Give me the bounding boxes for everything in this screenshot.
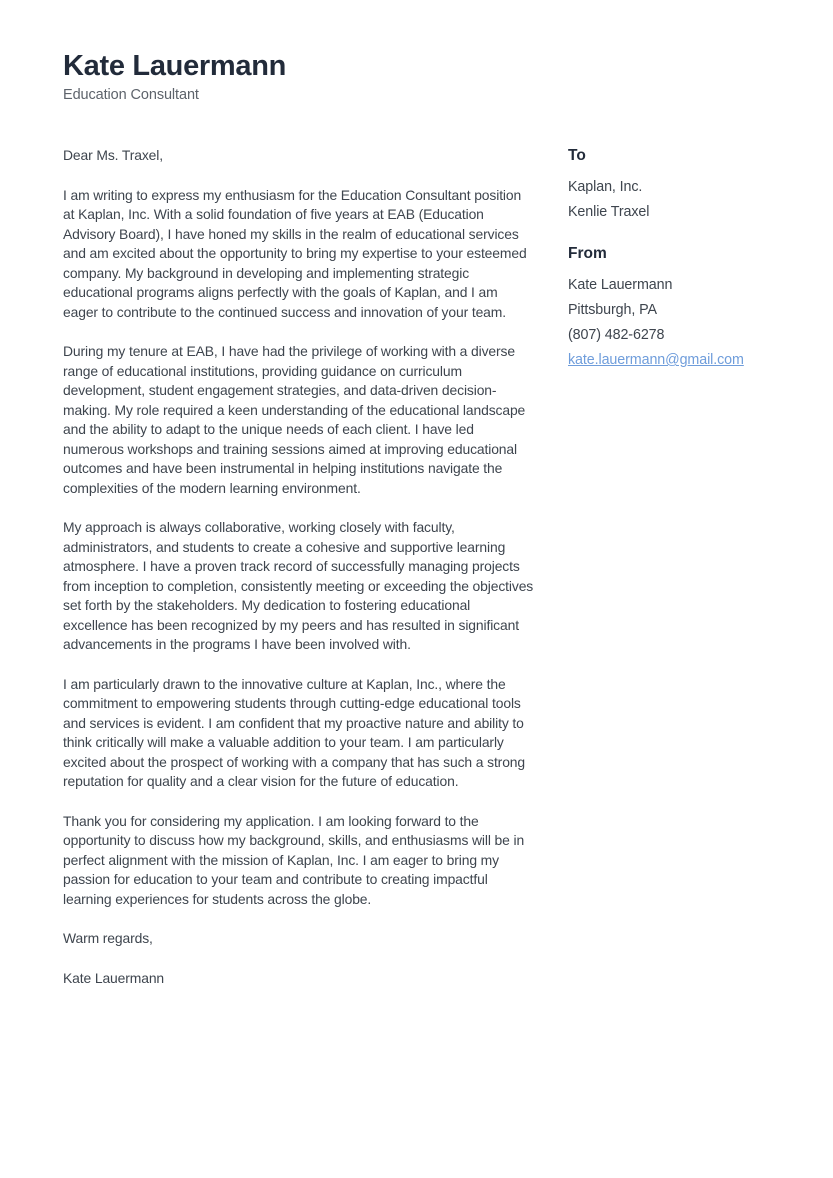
to-label: To [568, 147, 586, 164]
contact-sidebar [568, 146, 790, 373]
letter-paragraph: During my tenure at EAB, I have had the privilege of working with a diverse range of educational institutions, providing guidance on curriculum development, student engagement strategies, and data-driven decision-making. My role required a keen understanding of the educational landscape and the ability to adapt to the unique needs of each client. I have led numerous workshops and training sessions aimed at improving educational outcomes and have been instrumental in helping institutions navigate the complexities of the modern learning environment. [63, 343, 526, 496]
sender-location: Pittsburgh, PA [568, 302, 657, 318]
letter-signature: Kate Lauermann [63, 969, 165, 986]
from-section [568, 244, 790, 373]
from-label: From [568, 245, 607, 262]
page-title: Kate Lauermann [63, 50, 287, 82]
letter-closing: Warm regards, [63, 930, 153, 946]
letter-paragraph: I am particularly drawn to the innovative culture at Kaplan, Inc., where the commitment to empowering students through cutting-edge educational tools and services is evident. I am confident that my proactive nature and ability to think critically will make a valuable addition to your team. I am particularly excited about the prospect of working with a company that has such a strong reputation for quality and a clear vision for the future of education. [63, 675, 526, 789]
job-title-subtitle: Education Consultant [63, 87, 199, 104]
letter-paragraph: Thank you for considering my application. I am looking forward to the opportunity to discuss how my background, skills, and enthusiasms will be in perfect alignment with the mission of Kaplan, Inc. I am eager to bring my passion for education to your team and contribute to creating impactful learning experiences for students across the globe. [63, 812, 525, 907]
salutation: Dear Ms. Traxel, [63, 147, 163, 163]
to-section [568, 146, 790, 225]
sender-name: Kate Lauermann [568, 277, 673, 293]
recipient-name: Kenlie Traxel [568, 204, 650, 220]
letter-paragraph: I am writing to express my enthusiasm for the Education Consultant position at Kaplan, Inc. With a solid foundation of five years at EAB (Education Advisory Board), I have honed my skills in the realm of educational services and am excited about the opportunity to bring my expertise to your esteemed company. My background in developing and implementing strategic educational programs aligns perfectly with the goals of Kaplan, and I am eager to contribute to the continued success and innovation of your team. [63, 186, 527, 320]
letter-header [63, 50, 770, 103]
letter-paragraph: My approach is always collaborative, working closely with faculty, administrators, and students to create a cohesive and supportive learning atmosphere. I have a proven track record of successfully managing projects from inception to completion, consistently meeting or exceeding the objectives set forth by the stakeholders. My dedication to fostering educational excellence has been recognized by my peers and has resulted in significant advancements in the programs I have been involved with. [63, 519, 534, 652]
letter-body [63, 146, 535, 988]
recipient-company: Kaplan, Inc. [568, 179, 643, 195]
sender-phone: (807) 482-6278 [568, 327, 665, 343]
sender-email-link[interactable]: kate.lauermann@gmail.com [568, 352, 744, 368]
